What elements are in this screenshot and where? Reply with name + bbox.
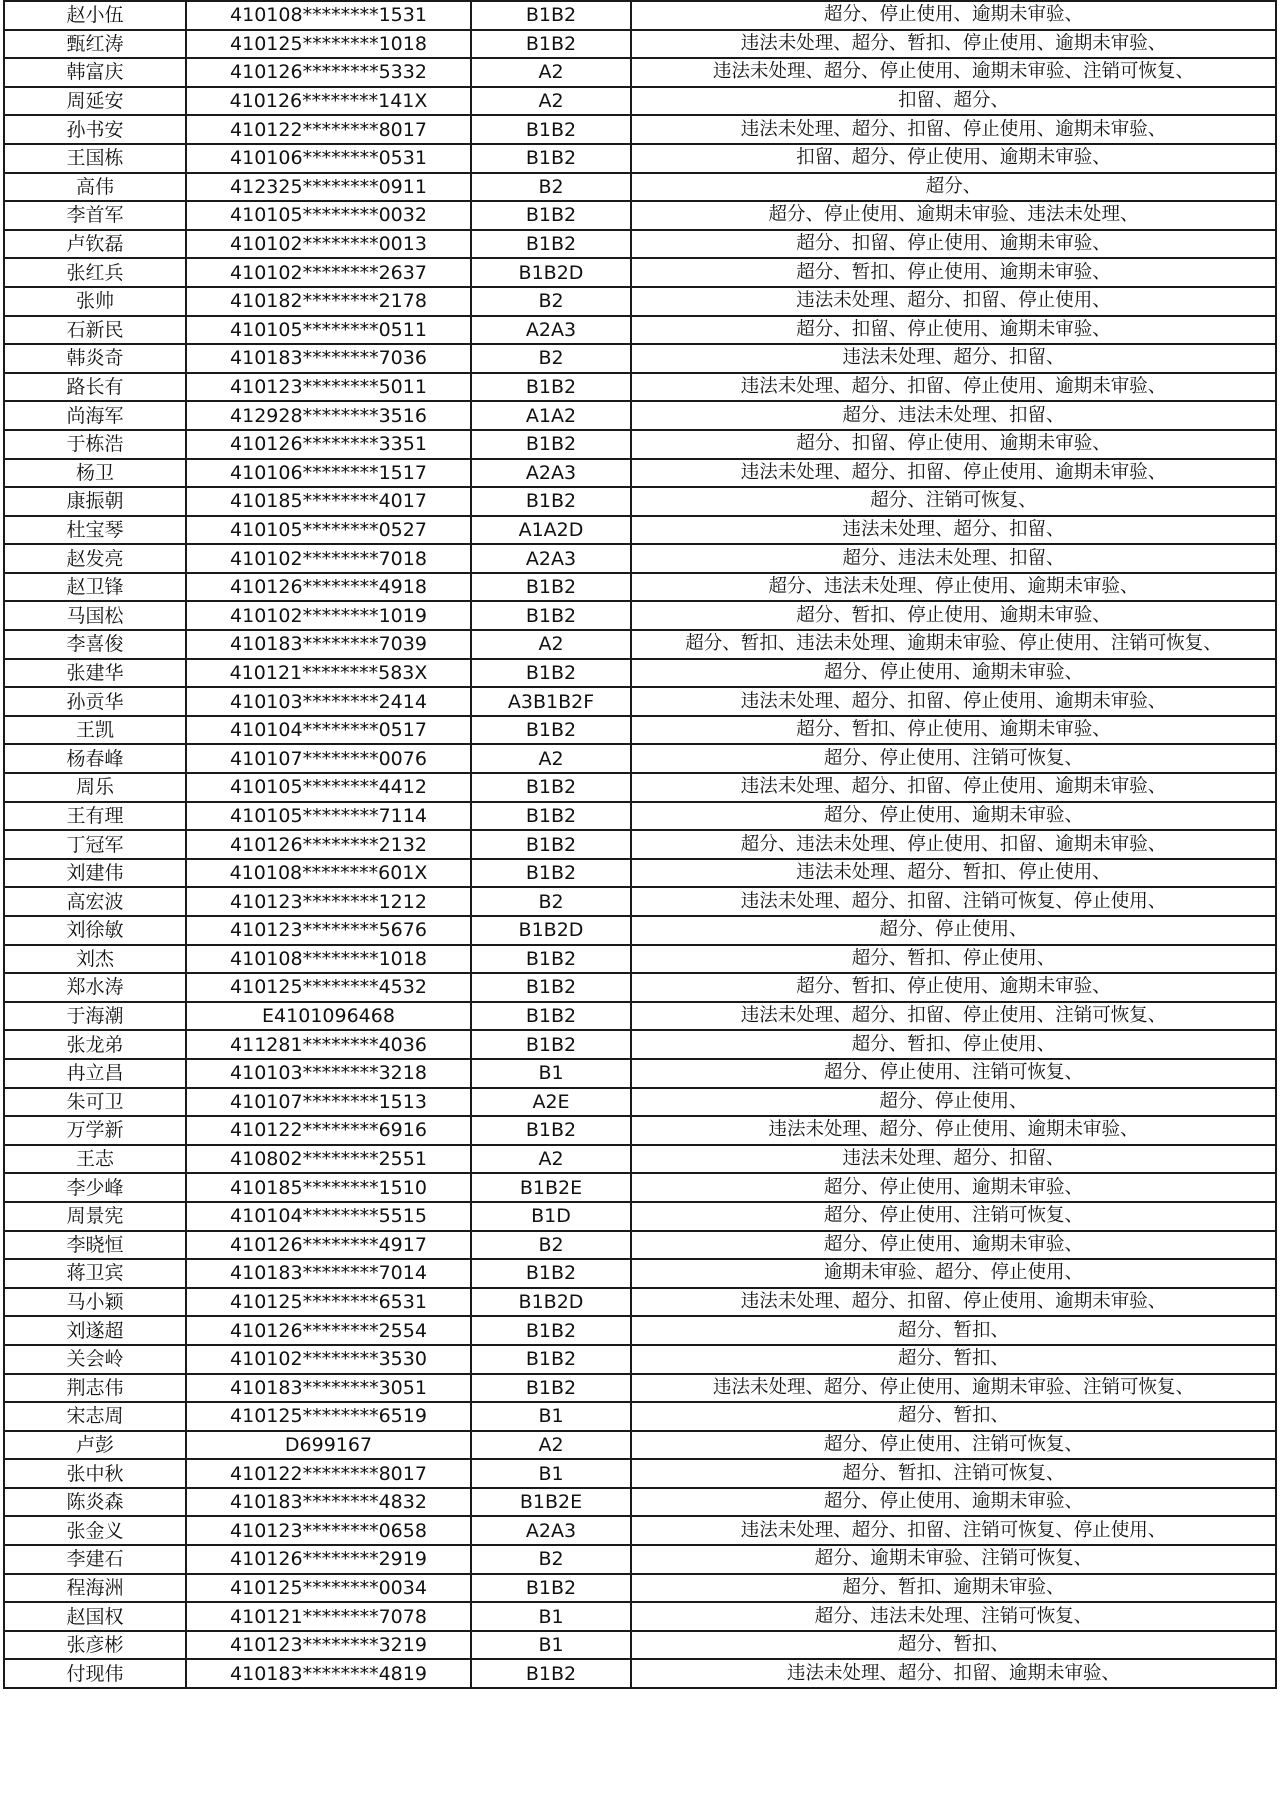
status-reason-cell: 超分、暂扣、逾期未审验、	[631, 1574, 1276, 1603]
status-reason-cell: 违法未处理、超分、停止使用、逾期未审验、	[631, 1116, 1276, 1145]
status-reason-cell: 超分、暂扣、停止使用、逾期未审验、	[631, 601, 1276, 630]
table-row	[4, 144, 1276, 173]
table-row	[4, 1030, 1276, 1059]
id-number-cell: 410125********0034	[186, 1574, 471, 1603]
status-reason-cell: 超分、暂扣、停止使用、逾期未审验、	[631, 973, 1276, 1002]
status-reason-cell: 违法未处理、超分、扣留、	[631, 516, 1276, 545]
license-class-cell: B1B2	[471, 230, 631, 259]
driver-name-cell: 张中秋	[4, 1459, 186, 1488]
license-class-cell: A2A3	[471, 316, 631, 345]
id-number-cell: 411281********4036	[186, 1030, 471, 1059]
driver-name-cell: 冉立昌	[4, 1059, 186, 1088]
driver-name-cell: 周乐	[4, 773, 186, 802]
license-class-cell: B1B2E	[471, 1488, 631, 1517]
license-class-cell: B1B2	[471, 1002, 631, 1031]
status-reason-cell: 超分、暂扣、停止使用、	[631, 1030, 1276, 1059]
status-reason-cell: 违法未处理、超分、扣留、停止使用、逾期未审验、	[631, 687, 1276, 716]
license-class-cell: B1B2	[471, 601, 631, 630]
table-row	[4, 859, 1276, 888]
status-reason-cell: 超分、扣留、停止使用、逾期未审验、	[631, 430, 1276, 459]
status-reason-cell: 违法未处理、超分、扣留、停止使用、逾期未审验、	[631, 1288, 1276, 1317]
driver-name-cell: 万学新	[4, 1116, 186, 1145]
id-number-cell: 410106********1517	[186, 459, 471, 488]
status-reason-cell: 超分、扣留、停止使用、逾期未审验、	[631, 230, 1276, 259]
table-row	[4, 230, 1276, 259]
table-row	[4, 630, 1276, 659]
license-class-cell: B2	[471, 887, 631, 916]
id-number-cell: 412325********0911	[186, 173, 471, 202]
table-row	[4, 344, 1276, 373]
id-number-cell: 410105********0032	[186, 201, 471, 230]
id-number-cell: 410107********0076	[186, 744, 471, 773]
driver-name-cell: 赵卫锋	[4, 573, 186, 602]
driver-name-cell: 孙贡华	[4, 687, 186, 716]
driver-name-cell: 李喜俊	[4, 630, 186, 659]
driver-name-cell: 高宏波	[4, 887, 186, 916]
table-row	[4, 773, 1276, 802]
id-number-cell: 410183********7014	[186, 1259, 471, 1288]
license-class-cell: A3B1B2F	[471, 687, 631, 716]
driver-name-cell: 刘建伟	[4, 859, 186, 888]
table-row	[4, 802, 1276, 831]
table-row	[4, 201, 1276, 230]
status-reason-cell: 超分、逾期未审验、注销可恢复、	[631, 1545, 1276, 1574]
driver-name-cell: 杜宝琴	[4, 516, 186, 545]
license-class-cell: B1B2	[471, 830, 631, 859]
license-class-cell: B2	[471, 173, 631, 202]
id-number-cell: 410183********7036	[186, 344, 471, 373]
driver-name-cell: 赵国权	[4, 1602, 186, 1631]
id-number-cell: 410183********3051	[186, 1374, 471, 1403]
license-class-cell: B1B2E	[471, 1173, 631, 1202]
status-reason-cell: 超分、违法未处理、停止使用、扣留、逾期未审验、	[631, 830, 1276, 859]
license-class-cell: A2	[471, 744, 631, 773]
driver-name-cell: 赵小伍	[4, 1, 186, 30]
table-row	[4, 887, 1276, 916]
driver-name-cell: 张金义	[4, 1516, 186, 1545]
table-row	[4, 1345, 1276, 1374]
status-reason-cell: 超分、停止使用、注销可恢复、	[631, 1431, 1276, 1460]
driver-name-cell: 张彦彬	[4, 1631, 186, 1660]
license-class-cell: B2	[471, 344, 631, 373]
status-reason-cell: 超分、暂扣、	[631, 1316, 1276, 1345]
id-number-cell: 410123********1212	[186, 887, 471, 916]
driver-name-cell: 马小颖	[4, 1288, 186, 1317]
table-row	[4, 830, 1276, 859]
driver-name-cell: 张帅	[4, 287, 186, 316]
license-class-cell: B2	[471, 1545, 631, 1574]
license-class-cell: B1B2	[471, 1116, 631, 1145]
status-reason-cell: 违法未处理、超分、停止使用、逾期未审验、注销可恢复、	[631, 58, 1276, 87]
status-reason-cell: 超分、暂扣、	[631, 1345, 1276, 1374]
table-row	[4, 1259, 1276, 1288]
driver-name-cell: 马国松	[4, 601, 186, 630]
table-row	[4, 1059, 1276, 1088]
table-row	[4, 659, 1276, 688]
driver-name-cell: 杨卫	[4, 459, 186, 488]
table-row	[4, 687, 1276, 716]
id-number-cell: 410103********2414	[186, 687, 471, 716]
id-number-cell: 410183********4832	[186, 1488, 471, 1517]
id-number-cell: 410102********3530	[186, 1345, 471, 1374]
id-number-cell: 410183********7039	[186, 630, 471, 659]
status-reason-cell: 超分、暂扣、停止使用、	[631, 945, 1276, 974]
table-row	[4, 1202, 1276, 1231]
license-class-cell: A2	[471, 1145, 631, 1174]
status-reason-cell: 违法未处理、超分、扣留、停止使用、注销可恢复、	[631, 1002, 1276, 1031]
license-class-cell: B1B2	[471, 1574, 631, 1603]
table-row	[4, 1545, 1276, 1574]
status-reason-cell: 违法未处理、超分、扣留、停止使用、逾期未审验、	[631, 459, 1276, 488]
id-number-cell: 410102********7018	[186, 544, 471, 573]
license-class-cell: A2	[471, 630, 631, 659]
driver-name-cell: 关会岭	[4, 1345, 186, 1374]
table-row	[4, 1088, 1276, 1117]
license-class-cell: B1B2	[471, 802, 631, 831]
table-row	[4, 487, 1276, 516]
driver-name-cell: 孙书安	[4, 115, 186, 144]
license-class-cell: B1B2	[471, 201, 631, 230]
driver-name-cell: 赵发亮	[4, 544, 186, 573]
driver-violation-table	[3, 0, 1277, 1689]
id-number-cell: 410105********0527	[186, 516, 471, 545]
id-number-cell: 410122********8017	[186, 115, 471, 144]
driver-name-cell: 康振朝	[4, 487, 186, 516]
license-class-cell: B1B2	[471, 115, 631, 144]
status-reason-cell: 超分、停止使用、	[631, 1088, 1276, 1117]
id-number-cell: 410121********583X	[186, 659, 471, 688]
status-reason-cell: 超分、违法未处理、停止使用、逾期未审验、	[631, 573, 1276, 602]
status-reason-cell: 超分、暂扣、违法未处理、逾期未审验、停止使用、注销可恢复、	[631, 630, 1276, 659]
id-number-cell: 410123********3219	[186, 1631, 471, 1660]
status-reason-cell: 违法未处理、超分、暂扣、停止使用、逾期未审验、	[631, 30, 1276, 59]
table-row	[4, 1145, 1276, 1174]
table-row	[4, 30, 1276, 59]
driver-name-cell: 周延安	[4, 87, 186, 116]
driver-name-cell: 王志	[4, 1145, 186, 1174]
license-class-cell: B1B2	[471, 945, 631, 974]
id-number-cell: 410103********3218	[186, 1059, 471, 1088]
status-reason-cell: 超分、停止使用、逾期未审验、	[631, 802, 1276, 831]
status-reason-cell: 超分、	[631, 173, 1276, 202]
driver-name-cell: 王国栋	[4, 144, 186, 173]
driver-name-cell: 朱可卫	[4, 1088, 186, 1117]
driver-name-cell: 王有理	[4, 802, 186, 831]
id-number-cell: 410126********141X	[186, 87, 471, 116]
table-row	[4, 1431, 1276, 1460]
driver-name-cell: 高伟	[4, 173, 186, 202]
id-number-cell: 410125********1018	[186, 30, 471, 59]
driver-name-cell: 张龙弟	[4, 1030, 186, 1059]
status-reason-cell: 违法未处理、超分、扣留、	[631, 1145, 1276, 1174]
driver-name-cell: 杨春峰	[4, 744, 186, 773]
license-class-cell: B1	[471, 1402, 631, 1431]
table-row	[4, 573, 1276, 602]
table-row	[4, 58, 1276, 87]
driver-name-cell: 路长有	[4, 373, 186, 402]
id-number-cell: 410104********5515	[186, 1202, 471, 1231]
id-number-cell: 410108********601X	[186, 859, 471, 888]
id-number-cell: 410122********6916	[186, 1116, 471, 1145]
license-class-cell: B1B2	[471, 1316, 631, 1345]
license-class-cell: A2A3	[471, 1516, 631, 1545]
id-number-cell: 410802********2551	[186, 1145, 471, 1174]
driver-name-cell: 韩炎奇	[4, 344, 186, 373]
id-number-cell: 410105********0511	[186, 316, 471, 345]
driver-name-cell: 周景宪	[4, 1202, 186, 1231]
license-class-cell: B1B2	[471, 773, 631, 802]
table-row	[4, 1002, 1276, 1031]
status-reason-cell: 超分、停止使用、注销可恢复、	[631, 1059, 1276, 1088]
table-row	[4, 1288, 1276, 1317]
license-class-cell: B1B2	[471, 573, 631, 602]
id-number-cell: 410106********0531	[186, 144, 471, 173]
driver-name-cell: 荆志伟	[4, 1374, 186, 1403]
table-row	[4, 1402, 1276, 1431]
id-number-cell: 410122********8017	[186, 1459, 471, 1488]
status-reason-cell: 违法未处理、超分、扣留、停止使用、逾期未审验、	[631, 115, 1276, 144]
license-class-cell: A1A2	[471, 401, 631, 430]
license-class-cell: B1B2	[471, 973, 631, 1002]
table-row	[4, 1459, 1276, 1488]
status-reason-cell: 超分、暂扣、停止使用、逾期未审验、	[631, 258, 1276, 287]
license-class-cell: A2A3	[471, 544, 631, 573]
table-row	[4, 1, 1276, 30]
license-class-cell: A2	[471, 58, 631, 87]
driver-name-cell: 甄红涛	[4, 30, 186, 59]
license-class-cell: B1B2D	[471, 1288, 631, 1317]
license-class-cell: B1B2	[471, 859, 631, 888]
license-class-cell: B1B2	[471, 1, 631, 30]
license-class-cell: B1B2	[471, 1659, 631, 1688]
status-reason-cell: 违法未处理、超分、扣留、停止使用、逾期未审验、	[631, 373, 1276, 402]
id-number-cell: 410105********7114	[186, 802, 471, 831]
license-class-cell: B1	[471, 1631, 631, 1660]
table-row	[4, 744, 1276, 773]
id-number-cell: 410126********3351	[186, 430, 471, 459]
driver-name-cell: 付现伟	[4, 1659, 186, 1688]
driver-name-cell: 于海潮	[4, 1002, 186, 1031]
id-number-cell: 410105********4412	[186, 773, 471, 802]
id-number-cell: 412928********3516	[186, 401, 471, 430]
id-number-cell: 410126********2554	[186, 1316, 471, 1345]
table-row	[4, 1659, 1276, 1688]
license-class-cell: B1	[471, 1459, 631, 1488]
id-number-cell: 410104********0517	[186, 716, 471, 745]
license-class-cell: B1B2	[471, 1374, 631, 1403]
license-class-cell: B1B2	[471, 1030, 631, 1059]
table-row	[4, 1488, 1276, 1517]
license-class-cell: B1B2	[471, 30, 631, 59]
table-row	[4, 1574, 1276, 1603]
table-row	[4, 373, 1276, 402]
status-reason-cell: 超分、暂扣、注销可恢复、	[631, 1459, 1276, 1488]
status-reason-cell: 逾期未审验、超分、停止使用、	[631, 1259, 1276, 1288]
status-reason-cell: 违法未处理、超分、扣留、注销可恢复、停止使用、	[631, 887, 1276, 916]
id-number-cell: 410126********2132	[186, 830, 471, 859]
driver-name-cell: 程海洲	[4, 1574, 186, 1603]
driver-name-cell: 郑水涛	[4, 973, 186, 1002]
driver-name-cell: 刘遂超	[4, 1316, 186, 1345]
id-number-cell: 410185********1510	[186, 1173, 471, 1202]
table-row	[4, 601, 1276, 630]
id-number-cell: 410102********0013	[186, 230, 471, 259]
table-row	[4, 430, 1276, 459]
status-reason-cell: 违法未处理、超分、扣留、	[631, 344, 1276, 373]
status-reason-cell: 扣留、超分、	[631, 87, 1276, 116]
license-class-cell: B1B2	[471, 659, 631, 688]
status-reason-cell: 超分、暂扣、	[631, 1631, 1276, 1660]
id-number-cell: 410183********4819	[186, 1659, 471, 1688]
status-reason-cell: 超分、停止使用、逾期未审验、	[631, 1, 1276, 30]
id-number-cell: 410107********1513	[186, 1088, 471, 1117]
license-class-cell: B2	[471, 1231, 631, 1260]
id-number-cell: 410123********0658	[186, 1516, 471, 1545]
driver-name-cell: 陈炎森	[4, 1488, 186, 1517]
status-reason-cell: 超分、停止使用、注销可恢复、	[631, 1202, 1276, 1231]
table-row	[4, 973, 1276, 1002]
table-row	[4, 516, 1276, 545]
status-reason-cell: 违法未处理、超分、停止使用、逾期未审验、注销可恢复、	[631, 1374, 1276, 1403]
license-class-cell: A1A2D	[471, 516, 631, 545]
driver-name-cell: 宋志周	[4, 1402, 186, 1431]
id-number-cell: 410121********7078	[186, 1602, 471, 1631]
license-class-cell: A2	[471, 87, 631, 116]
status-reason-cell: 超分、违法未处理、扣留、	[631, 544, 1276, 573]
driver-name-cell: 李晓恒	[4, 1231, 186, 1260]
table-row	[4, 258, 1276, 287]
status-reason-cell: 超分、扣留、停止使用、逾期未审验、	[631, 316, 1276, 345]
driver-name-cell: 李建石	[4, 1545, 186, 1574]
id-number-cell: 410185********4017	[186, 487, 471, 516]
license-class-cell: B1D	[471, 1202, 631, 1231]
driver-name-cell: 刘徐敏	[4, 916, 186, 945]
driver-name-cell: 张建华	[4, 659, 186, 688]
status-reason-cell: 超分、暂扣、停止使用、逾期未审验、	[631, 716, 1276, 745]
id-number-cell: 410182********2178	[186, 287, 471, 316]
status-reason-cell: 违法未处理、超分、暂扣、停止使用、	[631, 859, 1276, 888]
status-reason-cell: 超分、停止使用、逾期未审验、	[631, 1231, 1276, 1260]
status-reason-cell: 超分、停止使用、逾期未审验、	[631, 1173, 1276, 1202]
table-row	[4, 87, 1276, 116]
license-class-cell: B1B2	[471, 1345, 631, 1374]
status-reason-cell: 超分、停止使用、逾期未审验、	[631, 1488, 1276, 1517]
status-reason-cell: 超分、违法未处理、扣留、	[631, 401, 1276, 430]
license-class-cell: B1B2	[471, 430, 631, 459]
id-number-cell: E4101096468	[186, 1002, 471, 1031]
table-row	[4, 115, 1276, 144]
license-class-cell: B1B2D	[471, 258, 631, 287]
license-class-cell: B1B2	[471, 1259, 631, 1288]
status-reason-cell: 违法未处理、超分、扣留、停止使用、逾期未审验、	[631, 773, 1276, 802]
id-number-cell: 410126********2919	[186, 1545, 471, 1574]
driver-name-cell: 卢钦磊	[4, 230, 186, 259]
status-reason-cell: 违法未处理、超分、扣留、停止使用、	[631, 287, 1276, 316]
status-reason-cell: 超分、停止使用、逾期未审验、违法未处理、	[631, 201, 1276, 230]
id-number-cell: 410125********6531	[186, 1288, 471, 1317]
table-row	[4, 544, 1276, 573]
driver-name-cell: 韩富庆	[4, 58, 186, 87]
driver-name-cell: 于栋浩	[4, 430, 186, 459]
table-row	[4, 459, 1276, 488]
status-reason-cell: 违法未处理、超分、扣留、注销可恢复、停止使用、	[631, 1516, 1276, 1545]
driver-name-cell: 张红兵	[4, 258, 186, 287]
table-row	[4, 173, 1276, 202]
license-class-cell: A2A3	[471, 459, 631, 488]
driver-name-cell: 李首军	[4, 201, 186, 230]
driver-name-cell: 尚海军	[4, 401, 186, 430]
id-number-cell: 410102********1019	[186, 601, 471, 630]
table-row	[4, 716, 1276, 745]
license-class-cell: B1	[471, 1602, 631, 1631]
driver-name-cell: 蒋卫宾	[4, 1259, 186, 1288]
table-row	[4, 1116, 1276, 1145]
table-body	[4, 1, 1276, 1688]
status-reason-cell: 超分、停止使用、逾期未审验、	[631, 659, 1276, 688]
table-row	[4, 1602, 1276, 1631]
status-reason-cell: 超分、停止使用、注销可恢复、	[631, 744, 1276, 773]
id-number-cell: 410102********2637	[186, 258, 471, 287]
id-number-cell: D699167	[186, 1431, 471, 1460]
status-reason-cell: 超分、暂扣、	[631, 1402, 1276, 1431]
status-reason-cell: 超分、违法未处理、注销可恢复、	[631, 1602, 1276, 1631]
license-class-cell: A2E	[471, 1088, 631, 1117]
id-number-cell: 410126********4917	[186, 1231, 471, 1260]
license-class-cell: B1B2	[471, 144, 631, 173]
license-class-cell: A2	[471, 1431, 631, 1460]
id-number-cell: 410108********1018	[186, 945, 471, 974]
driver-name-cell: 李少峰	[4, 1173, 186, 1202]
driver-name-cell: 丁冠军	[4, 830, 186, 859]
status-reason-cell: 超分、停止使用、	[631, 916, 1276, 945]
status-reason-cell: 扣留、超分、停止使用、逾期未审验、	[631, 144, 1276, 173]
table-row	[4, 287, 1276, 316]
id-number-cell: 410123********5011	[186, 373, 471, 402]
license-class-cell: B1B2D	[471, 916, 631, 945]
license-class-cell: B1B2	[471, 373, 631, 402]
table-row	[4, 1631, 1276, 1660]
status-reason-cell: 超分、注销可恢复、	[631, 487, 1276, 516]
id-number-cell: 410126********5332	[186, 58, 471, 87]
driver-name-cell: 王凯	[4, 716, 186, 745]
id-number-cell: 410108********1531	[186, 1, 471, 30]
table-row	[4, 916, 1276, 945]
id-number-cell: 410126********4918	[186, 573, 471, 602]
id-number-cell: 410123********5676	[186, 916, 471, 945]
license-class-cell: B1	[471, 1059, 631, 1088]
table-row	[4, 1374, 1276, 1403]
table-row	[4, 1231, 1276, 1260]
table-row	[4, 401, 1276, 430]
driver-name-cell: 卢彭	[4, 1431, 186, 1460]
status-reason-cell: 违法未处理、超分、扣留、逾期未审验、	[631, 1659, 1276, 1688]
license-class-cell: B1B2	[471, 487, 631, 516]
driver-name-cell: 刘杰	[4, 945, 186, 974]
id-number-cell: 410125********4532	[186, 973, 471, 1002]
license-class-cell: B1B2	[471, 716, 631, 745]
table-row	[4, 1316, 1276, 1345]
table-row	[4, 945, 1276, 974]
license-class-cell: B2	[471, 287, 631, 316]
table-row	[4, 316, 1276, 345]
driver-name-cell: 石新民	[4, 316, 186, 345]
table-row	[4, 1516, 1276, 1545]
id-number-cell: 410125********6519	[186, 1402, 471, 1431]
table-row	[4, 1173, 1276, 1202]
